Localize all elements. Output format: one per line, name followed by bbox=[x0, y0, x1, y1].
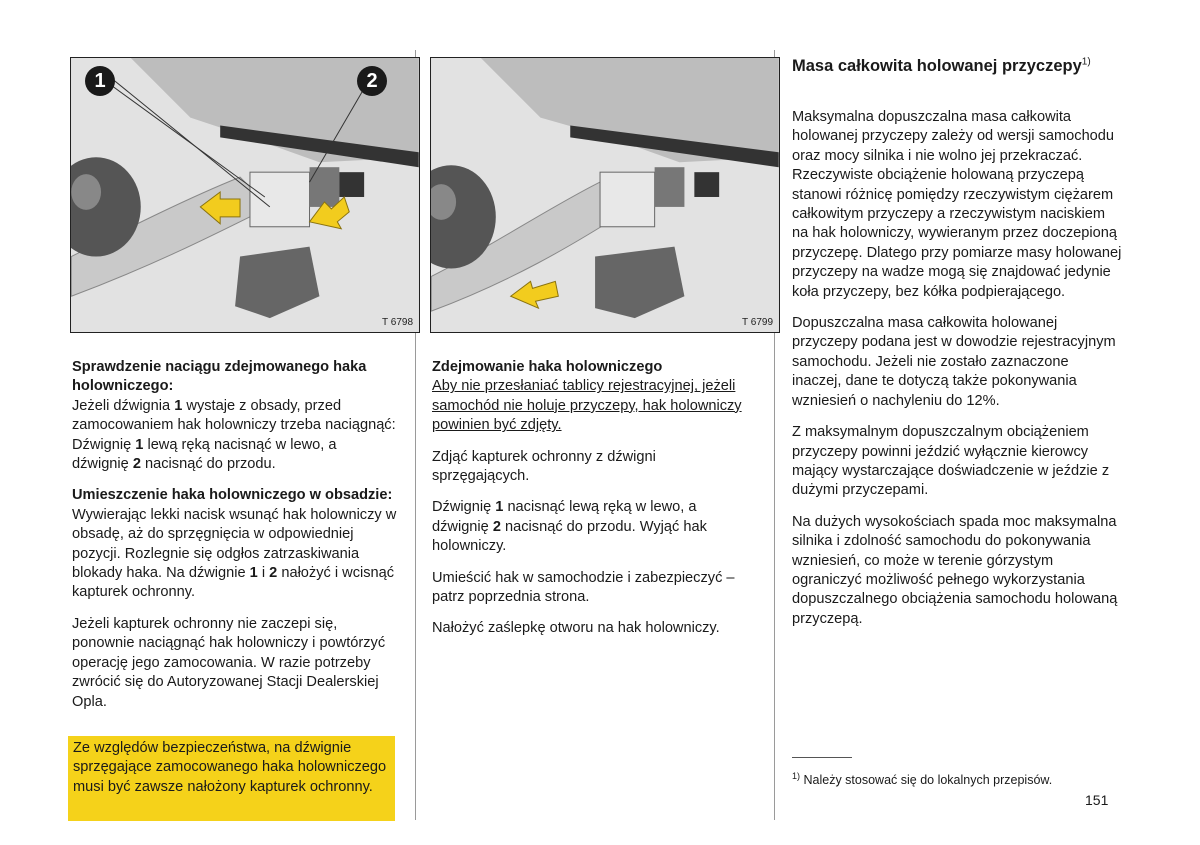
remove-heading: Zdejmowanie haka holowniczego bbox=[432, 359, 663, 375]
step-3: Umieścić hak w samochodzie i zabezpieczyć – patrz poprzednia strona. bbox=[432, 569, 735, 606]
trailer-mass-paragraph-4: Na dużych wysokościach spada moc maksymalna silnika i zdolność samochodu do pokonywania wzniesień, co może w terenie górzystym ograniczyć możliwość pełnego wykorzystania dopuszczalnego obciążenia samochodu holowaną przyczepą. bbox=[792, 513, 1118, 627]
section-title: Masa całkowita holowanej przyczepy$^{1)}$ bbox=[792, 56, 1091, 75]
tow-hook-illustration-1 bbox=[71, 58, 419, 332]
check-heading: Sprawdzenie naciągu zdejmowanego haka holowniczego: bbox=[72, 359, 367, 395]
page-number: 151 bbox=[1085, 792, 1109, 808]
step-4: Nałożyć zaślepkę otworu na hak holowniczy. bbox=[432, 620, 720, 637]
callout-2: 2 bbox=[357, 66, 387, 96]
mount-heading: Umieszczenie haka holowniczego w obsadzie: bbox=[72, 487, 393, 504]
step-1: Zdjąć kapturek ochronny z dźwigni sprzęgających. bbox=[432, 448, 656, 485]
trailer-mass-paragraph-1: Maksymalna dopuszczalna masa całkowita holowanej przyczepy zależy od wersji samochodu oraz mocy silnika i nie wolno jej przekraczać. Rzeczywiste obciążenie holowaną przyczepą stanowi różnicę pomiędzy rzeczywistym ciężarem całkowitym przyczepy a rzeczywistym naciskiem na hak holowniczy, wywieranym przez doczepioną przyczepę. Dlatego przy pomiarze masy holowanej przyczepy na wadze mogą się znajdować jedynie koła przyczepy, bez kółka podpierającego. bbox=[792, 109, 1122, 300]
column-1-text bbox=[72, 358, 397, 724]
trailer-mass-paragraph-3: Z maksymalnym dopuszczalnym obciążeniem przyczepy powinni jeździć wyłącznie kierowcy mający wystarczające doświadczenie w jeździe z dużymi przyczepami. bbox=[792, 424, 1110, 499]
figure-label: T 6798 bbox=[382, 317, 413, 328]
footnote-rule bbox=[792, 757, 852, 758]
check-paragraph: Jeżeli dźwignia 1 wystaje z obsady, przed zamocowaniem hak holowniczy trzeba naciągnąć: Dźwignię 1 lewą ręką nacisnąć w lewo, a dźwignię 2 nacisnąć do przodu. bbox=[72, 397, 396, 473]
tow-hook-illustration-2 bbox=[431, 58, 779, 332]
figure-tow-hook-tension bbox=[70, 57, 420, 333]
mount-paragraph: Wywierając lekki nacisk wsunąć hak holowniczy w obsadę, aż do sprzęgnięcia w odpowiedniej pozycji. Rozlegnie się odgłos zatrzaskiwania blokady haka. Na dźwignie 1 i 2 nałożyć i wcisnąć kapturek ochronny. bbox=[72, 506, 397, 601]
safety-warning-box: Ze względów bezpieczeństwa, na dźwignie sprzęgające zamocowanego haka holowniczego musi być zawsze nałożony kapturek ochronny. bbox=[68, 736, 395, 821]
footnote: $^{1)}$ Należy stosować się do lokalnych przepisów. bbox=[792, 771, 1053, 788]
step-2: Dźwignię 1 nacisnąć lewą ręką w lewo, a dźwignię 2 nacisnąć do przodu. Wyjąć hak holowniczy. bbox=[432, 499, 707, 555]
column-2-text bbox=[432, 358, 752, 651]
figure-tow-hook-removal bbox=[430, 57, 780, 333]
column-3-text bbox=[792, 108, 1122, 641]
remove-note: Aby nie przesłaniać tablicy rejestracyjnej, jeżeli samochód nie holuje przyczepy, hak holowniczy powinien być zdjęty. bbox=[432, 378, 742, 434]
callout-1: 1 bbox=[85, 66, 115, 96]
trailer-mass-paragraph-2: Dopuszczalna masa całkowita holowanej przyczepy podana jest w dowodzie rejestracyjnym samochodu. Jeżeli nie zostało zaznaczone inaczej, dane te dotyczą także pokonywania wzniesień o nachyleniu do 12%. bbox=[792, 315, 1116, 409]
cap-paragraph: Jeżeli kapturek ochronny nie zaczepi się, ponownie naciągnąć hak holowniczy i powtórzyć operację jego zamocowania. W razie potrzeby zwrócić się do Autoryzowanej Stacji Dealerskiej Opla. bbox=[72, 615, 386, 710]
figure-label: T 6799 bbox=[742, 317, 773, 328]
